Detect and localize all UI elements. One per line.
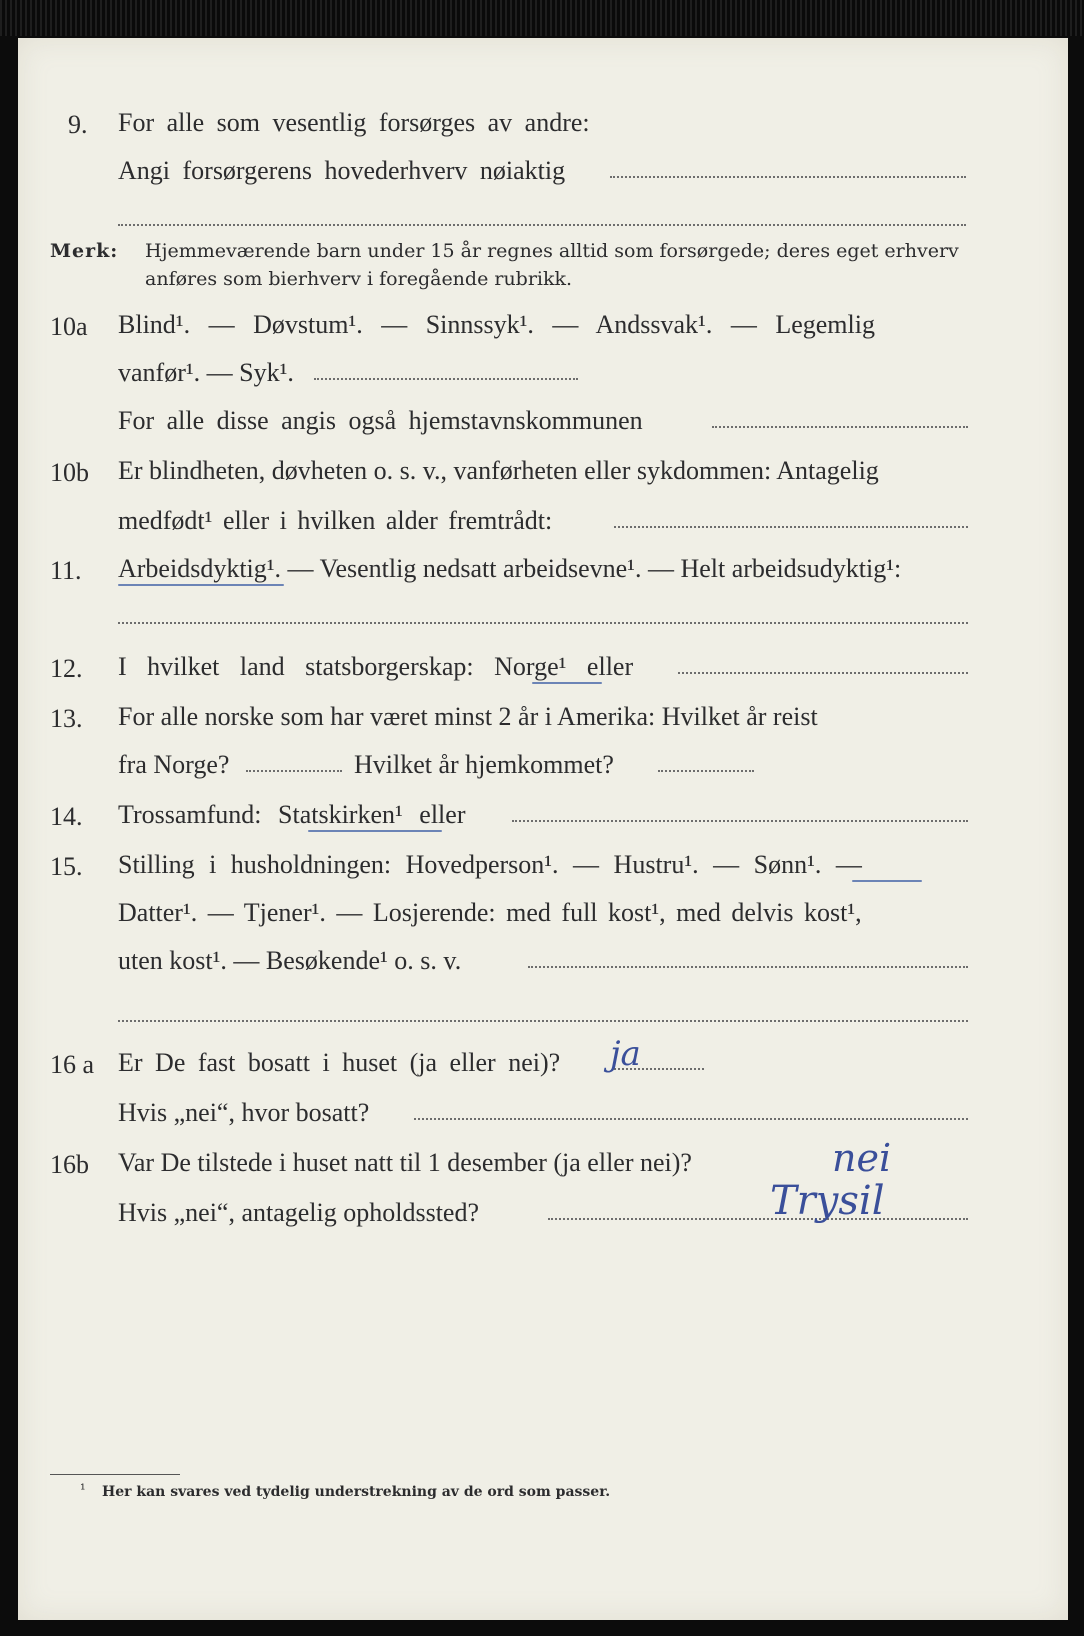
- q10a-syk-answer-line[interactable]: [314, 378, 578, 380]
- q15-line1: Stilling i husholdningen: Hovedperson¹. — Hustru¹. — Sønn¹. —: [118, 850, 862, 879]
- q13-line2a: fra Norge?: [118, 750, 230, 779]
- q12-norge-underline: [532, 682, 602, 684]
- q9-number: 9.: [68, 110, 88, 139]
- q16b-line2: Hvis „nei“, antagelig opholdssted?: [118, 1198, 480, 1227]
- q10a-line2: vanfør¹. — Syk¹.: [118, 358, 294, 387]
- footnote-rule: [50, 1474, 180, 1475]
- q15-line3: uten kost¹. — Besøkende¹ o. s. v.: [118, 946, 462, 975]
- form-page: [18, 38, 1068, 1620]
- footnote-mark: ¹: [80, 1482, 86, 1498]
- merk-label: Merk:: [50, 240, 119, 262]
- merk-line2: anføres som bierhverv i foregående rubrikk.: [145, 268, 573, 290]
- q16a-line2: Hvis „nei“, hvor bosatt?: [118, 1098, 370, 1127]
- q15-answer-line[interactable]: [528, 966, 968, 968]
- q9-answer-line[interactable]: [610, 176, 966, 178]
- q10a-line1: Blind¹. — Døvstum¹. — Sinnssyk¹. — Andssvak¹. — Legemlig: [118, 310, 875, 339]
- q11-line1: Arbeidsdyktig¹. — Vesentlig nedsatt arbeidsevne¹. — Helt arbeidsudyktig¹:: [118, 554, 902, 583]
- q16a-bosatt-answer-line[interactable]: [414, 1118, 968, 1120]
- q9-answer-line-2[interactable]: [118, 224, 966, 226]
- q10a-kommune-answer-line[interactable]: [712, 426, 968, 428]
- q16b-number: 16b: [50, 1150, 89, 1179]
- q16b-handwritten-answer: nei: [832, 1136, 892, 1180]
- q16a-number: 16 a: [50, 1050, 95, 1079]
- q13-line1: For alle norske som har været minst 2 år i Amerika: Hvilket år reist: [118, 702, 818, 731]
- q11-answer-line[interactable]: [118, 622, 968, 624]
- q15-sonn-underline: [852, 880, 922, 882]
- q16a-handwritten-answer: ja: [610, 1034, 641, 1074]
- q16b-handwritten-place: Trysil: [770, 1178, 885, 1224]
- q13-reist-answer-line[interactable]: [246, 770, 342, 772]
- q15-line2: Datter¹. — Tjener¹. — Losjerende: med full kost¹, med delvis kost¹,: [118, 898, 862, 927]
- q9-line1: For alle som vesentlig forsørges av andre:: [118, 108, 590, 137]
- q12-number: 12.: [50, 654, 83, 683]
- q13-number: 13.: [50, 704, 83, 733]
- q10b-answer-line[interactable]: [614, 526, 968, 528]
- q10b-line2: medfødt¹ eller i hvilken alder fremtrådt:: [118, 506, 553, 535]
- q15-number: 15.: [50, 852, 83, 881]
- q14-statskirken-underline: [308, 830, 442, 832]
- q16b-line1: Var De tilstede i huset natt til 1 desember (ja eller nei)?: [118, 1148, 692, 1177]
- q11-arbeidsdyktig-underline: [118, 584, 284, 586]
- q14-answer-line[interactable]: [512, 820, 968, 822]
- q10b-line1: Er blindheten, døvheten o. s. v., vanførheten eller sykdommen: Antagelig: [118, 456, 879, 485]
- q12-line1: I hvilket land statsborgerskap: Norge¹ eller: [118, 652, 634, 681]
- footnote-text: Her kan svares ved tydelig understrekning av de ord som passer.: [102, 1484, 611, 1500]
- scan-top-strip: [0, 0, 1084, 36]
- q15-answer-line-2[interactable]: [118, 1020, 968, 1022]
- q10a-line3: For alle disse angis også hjemstavnskommunen: [118, 406, 643, 435]
- q12-answer-line[interactable]: [678, 672, 968, 674]
- q16b-opholdssted-answer-line[interactable]: [548, 1218, 968, 1220]
- q10a-number: 10a: [50, 312, 88, 341]
- q10b-number: 10b: [50, 458, 89, 487]
- q11-number: 11.: [50, 556, 82, 585]
- q9-line2: Angi forsørgerens hovederhverv nøiaktig: [118, 156, 566, 185]
- q14-line1: Trossamfund: Statskirken¹ eller: [118, 800, 466, 829]
- merk-line1: Hjemmeværende barn under 15 år regnes alltid som forsørgede; deres eget erhverv: [145, 240, 959, 262]
- q16a-line1: Er De fast bosatt i huset (ja eller nei)?: [118, 1048, 561, 1077]
- q14-number: 14.: [50, 802, 83, 831]
- q13-line2b: Hvilket år hjemkommet?: [354, 750, 614, 779]
- q13-hjemkommet-answer-line[interactable]: [658, 770, 754, 772]
